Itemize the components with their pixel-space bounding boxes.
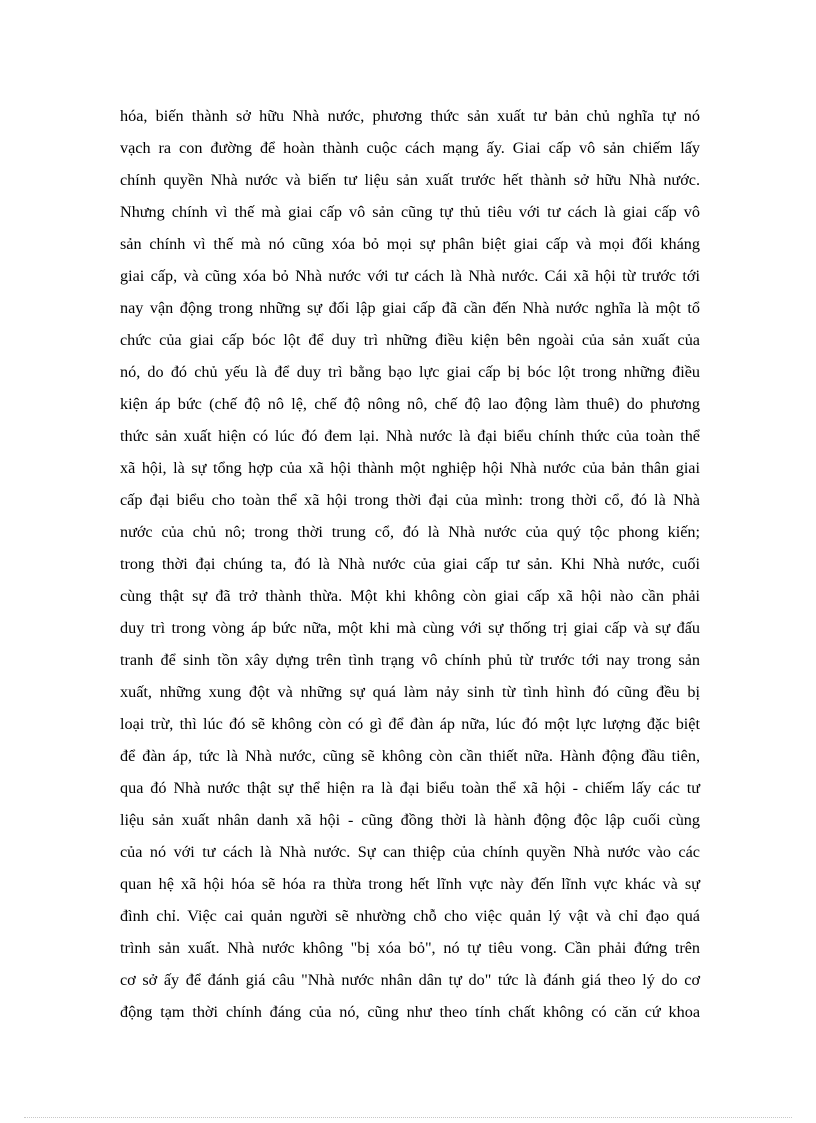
text-line-25: quan hệ xã hội hóa sẽ hóa ra thừa trong hết lĩnh vực này đến lĩnh vực khác và sự [120, 875, 700, 893]
body-paragraph [120, 100, 700, 1028]
text-line-11: thức sản xuất hiện có lúc đó đem lại. Nhà nước là đại biểu chính thức của toàn thể [120, 427, 700, 445]
text-line-21: để đàn áp, tức là Nhà nước, cũng sẽ không còn cần thiết nữa. Hành động đầu tiên, [120, 747, 700, 765]
text-line-26: đình chỉ. Việc cai quản người sẽ nhường chỗ cho việc quản lý vật và chỉ đạo quá [120, 907, 700, 925]
text-line-2: vạch ra con đường để hoàn thành cuộc cách mạng ấy. Giai cấp vô sản chiếm lấy [120, 139, 700, 157]
text-line-29: động tạm thời chính đáng của nó, cũng như theo tính chất không có căn cứ khoa [120, 1003, 700, 1021]
text-line-17: duy trì trong vòng áp bức nữa, một khi mà cùng với sự thống trị giai cấp và sự đấu [120, 619, 700, 637]
text-line-6: giai cấp, và cũng xóa bỏ Nhà nước với tư cách là Nhà nước. Cái xã hội từ trước tới [120, 267, 700, 285]
text-line-8: chức của giai cấp bóc lột để duy trì những điều kiện bên ngoài của sản xuất của [120, 331, 700, 349]
text-line-14: nước của chủ nô; trong thời trung cổ, đó là Nhà nước của quý tộc phong kiến; [120, 523, 700, 541]
text-line-18: tranh để sinh tồn xây dựng trên tình trạng vô chính phủ từ trước tới nay trong sản [120, 651, 700, 669]
text-line-24: của nó với tư cách là Nhà nước. Sự can thiệp của chính quyền Nhà nước vào các [120, 843, 700, 861]
text-line-15: trong thời đại chúng ta, đó là Nhà nước của giai cấp tư sản. Khi Nhà nước, cuối [120, 555, 700, 573]
text-line-16: cùng thật sự đã trở thành thừa. Một khi không còn giai cấp xã hội nào cần phải [120, 587, 700, 605]
text-line-19: xuất, những xung đột và những sự quá làm nảy sinh từ tình hình đó cũng đều bị [120, 683, 700, 701]
text-line-13: cấp đại biểu cho toàn thể xã hội trong thời đại của mình: trong thời cổ, đó là Nhà [120, 491, 700, 509]
text-line-5: sản chính vì thế mà nó cũng xóa bỏ mọi sự phân biệt giai cấp và mọi đối kháng [120, 235, 700, 253]
page-bottom-divider [24, 1117, 792, 1118]
text-line-12: xã hội, là sự tổng hợp của xã hội thành một nghiệp hội Nhà nước của bản thân giai [120, 459, 700, 477]
text-line-28: cơ sở ấy để đánh giá câu "Nhà nước nhân dân tự do" tức là đánh giá theo lý do cơ [120, 971, 700, 989]
text-line-22: qua đó Nhà nước thật sự thể hiện ra là đại biểu toàn thể xã hội - chiếm lấy các tư [120, 779, 700, 797]
text-line-7: nay vận động trong những sự đối lập giai cấp đã cần đến Nhà nước nghĩa là một tổ [120, 299, 700, 317]
text-line-23: liệu sản xuất nhân danh xã hội - cũng đồng thời là hành động độc lập cuối cùng [120, 811, 700, 829]
text-line-27: trình sản xuất. Nhà nước không "bị xóa bỏ", nó tự tiêu vong. Cần phải đứng trên [120, 939, 700, 957]
text-line-20: loại trừ, thì lúc đó sẽ không còn có gì để đàn áp nữa, lúc đó một lực lượng đặc biệt [120, 715, 700, 733]
text-line-4: Nhưng chính vì thế mà giai cấp vô sản cũng tự thủ tiêu với tư cách là giai cấp vô [120, 203, 700, 221]
text-line-3: chính quyền Nhà nước và biến tư liệu sản xuất trước hết thành sở hữu Nhà nước. [120, 171, 700, 189]
text-line-10: kiện áp bức (chế độ nô lệ, chế độ nông nô, chế độ lao động làm thuê) do phương [120, 395, 700, 413]
text-line-1: hóa, biến thành sở hữu Nhà nước, phương thức sản xuất tư bản chủ nghĩa tự nó [120, 107, 700, 125]
text-line-9: nó, do đó chủ yếu là để duy trì bằng bạo lực giai cấp bị bóc lột trong những điều [120, 363, 700, 381]
